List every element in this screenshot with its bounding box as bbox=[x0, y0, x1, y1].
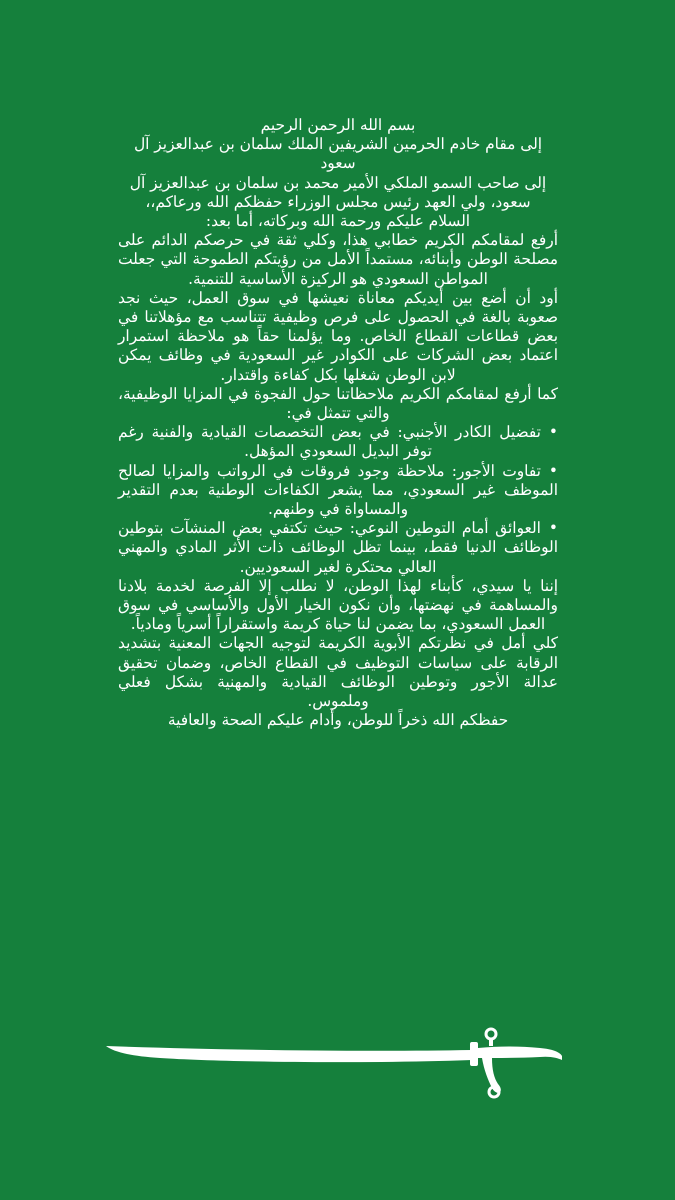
address-crown-prince: إلى صاحب السمو الملكي الأمير محمد بن سلمان بن عبدالعزيز آل سعود، ولي العهد رئيس مجلس الوزراء حفظكم الله ورعاكم،، bbox=[129, 173, 547, 211]
list-item bbox=[118, 423, 558, 461]
list-item-text: العوائق أمام التوطين النوعي: حيث تكتفي بعض المنشآت بتوطين الوظائف الدنيا فقط، بينما تظل الوظائف ذات الأثر المادي والمهني العالي محتكرة لغير السعوديين. bbox=[118, 519, 558, 576]
bullet-icon: • bbox=[548, 461, 558, 480]
paragraph-request: إننا يا سيدي، كأبناء لهذا الوطن، لا نطلب إلا الفرصة لخدمة بلادنا والمساهمة في نهضتها، وأن نكون الخيار الأول والأساسي في سوق العمل السعودي، بما يضمن لنا حياة كريمة واستقراراً أسرياً ومادياً. bbox=[118, 576, 558, 634]
paragraph-intro: أرفع لمقامكم الكريم خطابي هذا، وكلي ثقة في حرصكم الدائم على مصلحة الوطن وأبنائه، مستمداً الأمل من رؤيتكم الطموحة التي جعلت المواطن السعودي هو الركيزة الأساسية للتنمية. bbox=[118, 231, 558, 288]
bullet-icon: • bbox=[548, 519, 558, 538]
gaps-list bbox=[118, 423, 558, 577]
basmala: بسم الله الرحمن الرحيم bbox=[260, 116, 416, 134]
paragraph-issue: أود أن أضع بين أيديكم معاناة نعيشها في سوق العمل، حيث نجد صعوبة بالغة في الحصول على فرص وظيفية تتناسب مع مؤهلاتنا في بعض قطاعات القطاع الخاص. وما يؤلمنا حقاً هو ملاحظة استمرار اعتماد بعض الشركات على الكوادر غير السعودية في وظائف يمكن لابن الوطن شغلها بكل كفاءة واقتدار. bbox=[118, 288, 558, 384]
address-king: إلى مقام خادم الحرمين الشريفين الملك سلمان بن عبدالعزيز آل سعود bbox=[133, 135, 543, 173]
paragraph-gaps-intro: كما أرفع لمقامكم الكريم ملاحظاتنا حول الفجوة في المزايا الوظيفية، والتي تتمثل في: bbox=[118, 384, 558, 423]
bullet-icon: • bbox=[548, 423, 558, 442]
paragraph-hope: كلي أمل في نظرتكم الأبوية الكريمة لتوجيه الجهات المعنية بتشديد الرقابة على سياسات التوظيف في القطاع الخاص، وضمان تحقيق عدالة الأجور وتوطين الوظائف القيادية والمهنية بشكل فعلي وملموس. bbox=[118, 634, 558, 711]
list-item bbox=[118, 519, 558, 577]
letter-body bbox=[118, 116, 558, 731]
list-item bbox=[118, 462, 558, 520]
list-item-text: تفضيل الكادر الأجنبي: في بعض التخصصات القيادية والفنية رغم توفر البديل السعودي المؤهل. bbox=[118, 423, 541, 461]
list-item-text: تفاوت الأجور: ملاحظة وجود فروقات في الرواتب والمزايا لصالح الموظف غير السعودي، مما يشعر الكفاءات الوطنية بعدم التقدير والمساواة في وطنهم. bbox=[118, 461, 558, 519]
greeting: السلام عليكم ورحمة الله وبركاته، أما بعد: bbox=[205, 212, 471, 231]
sword-icon bbox=[100, 1024, 570, 1104]
closing: حفظكم الله ذخراً للوطن، وأدام عليكم الصحة والعافية bbox=[167, 711, 509, 730]
